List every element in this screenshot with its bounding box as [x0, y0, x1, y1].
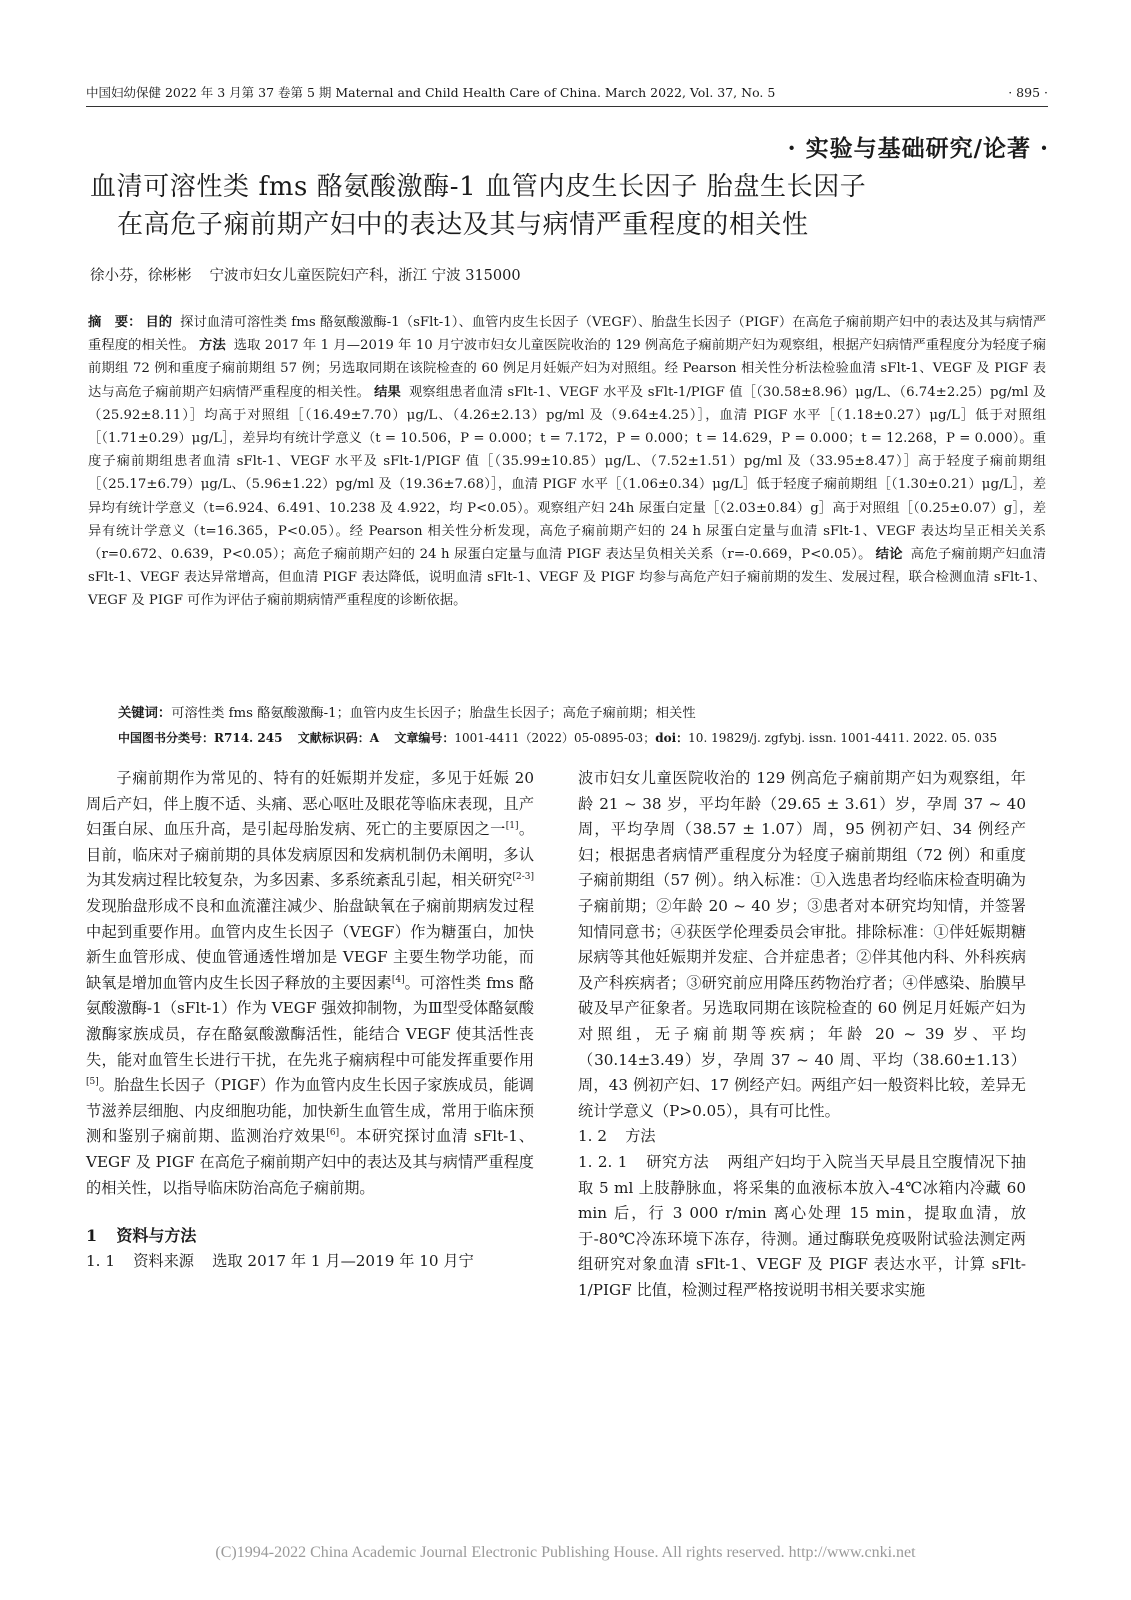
section-1-1-continued: 波市妇女儿童医院收治的 129 例高危子痫前期产妇为观察组，年龄 21 ~ 38 岁，平均年龄（29.65 ± 3.61）岁，孕周 37 ~ 40 周，平均孕周（38.57 ± 1.07）周，95 例初产妇、34 例经产妇；根据患者病情严重程度分为轻度子痫前期组（72 例）和重度子痫前期组（57 例）。纳入标准：①入选患者均经临床检查明确为子痫前期；②年龄 20 ~ 40 岁；③患者对本研究均知情，并签署知情同意书；④获医学伦理委员会审批。排除标准：①伴妊娠期糖尿病等其他妊娠期并发症、合并症患者；②伴其他内科、外科疾病及产科疾病者；③研究前应用降压药物治疗者；④伴感染、胎膜早破及早产征象者。另选取同期在该院检查的 60 例足月妊娠产妇为对照组，无子痫前期等疾病；年龄 20 ~ 39 岁、平均（30.14±3.49）岁，孕周 37 ~ 40 周、平均（38.60±1.13）周，43 例初产妇、17 例经产妇。两组产妇一般资料比较，差异无统计学意义（P>0.05），具有可比性。	[578, 769, 1026, 1120]
author-line	[90, 264, 521, 285]
article-title-line-1: 血清可溶性类 fms 酪氨酸激酶-1 血管内皮生长因子 胎盘生长因子	[90, 172, 867, 202]
subsubsection-number: 1. 2. 1	[578, 1152, 628, 1171]
article-title-line-2: 在高危子痫前期产妇中的表达及其与病情严重程度的相关性	[117, 210, 809, 240]
methods-heading: 方法	[198, 338, 226, 354]
ref-1: [1]	[505, 821, 519, 832]
doi-label: doi：	[655, 731, 689, 745]
ref-4: [4]	[391, 974, 405, 985]
intro-text: 子痫前期作为常见的、特有的妊娠期并发症，多见于妊娠 20 周后产妇，伴上腹不适、头痛、恶心呕吐及眼花等临床表现，且产妇蛋白尿、血压升高，是引起母胎发病、死亡的主要原因之一	[86, 769, 534, 839]
section-1-2-heading	[578, 1124, 1026, 1150]
subsection-text: 选取 2017 年 1 月—2019 年 10 月宁	[212, 1252, 474, 1271]
section-1-heading	[86, 1223, 534, 1249]
objective-heading: 目的	[145, 315, 173, 330]
results-heading: 结果	[374, 384, 401, 400]
intro-text: 发现胎盘形成不良和血流灌注减少、胎盘缺氧在子痫前期病发过程中起到重要作用。血管内皮生长因子（VEGF）作为糖蛋白，加快新生血管形成、使血管通透性增加是 VEGF 主要生物学功能，而缺氧是增加血管内皮生长因子释放的主要因素	[86, 896, 534, 992]
article-number-value: 1001-4411（2022）05-0895-03；	[454, 731, 656, 745]
abstract-label: 摘 要：	[88, 315, 142, 330]
intro-paragraph	[86, 766, 534, 1201]
subsection-title: 方法	[625, 1127, 656, 1146]
section-label: · 实验与基础研究/论著 ·	[787, 135, 1049, 162]
keywords-text: 可溶性类 fms 酪氨酸激酶-1；血管内皮生长因子；胎盘生长因子；高危子痫前期；相关性	[171, 706, 696, 721]
running-header	[86, 84, 1048, 107]
section-1-1-paragraph	[86, 1249, 534, 1275]
section-title: 资料与方法	[116, 1226, 197, 1246]
copyright-footer: (C)1994-2022 China Academic Journal Electronic Publishing House. All rights reserved. http://www.cnki.net	[215, 1544, 916, 1561]
section-number: 1	[86, 1226, 98, 1246]
ref-2-3: [2-3]	[512, 872, 534, 883]
conclusion-heading: 结论	[875, 547, 903, 563]
methods-text: 选取 2017 年 1 月—2019 年 10 月宁波市妇女儿童医院收治的 129 例高危子痫前期产妇为观察组，根据产妇病情严重程度分为轻度子痫前期组 72 例和重度子痫前期组 57 例；另选取同期在该院检查的 60 例足月妊娠产妇为对照组。经 Pearson 相关性分析法检验血清 sFlt-1、VEGF 及 PIGF 表达与高危子痫前期产妇病情严重程度的相关性。	[88, 338, 1047, 400]
objective-text: 探讨血清可溶性类 fms 酪氨酸激酶-1（sFlt-1）、血管内皮生长因子（VEGF）、胎盘生长因子（PIGF）在高危子痫前期产妇中的表达及其与病情严重程度的相关性。	[88, 315, 1047, 354]
section-1-2-1-paragraph	[578, 1150, 1026, 1304]
author-affiliation: 宁波市妇女儿童医院妇产科，浙江 宁波 315000	[209, 268, 521, 284]
conclusion-text: 高危子痫前期产妇血清sFlt-1、VEGF 表达异常增高，但血清 PIGF 表达降低，说明血清 sFlt-1、VEGF 及 PIGF 均参与高危产妇子痫前期的发生、发展过程，联合检测血清 sFlt-1、VEGF 及 PIGF 可作为评估子痫前期病情严重程度的诊断依据。	[88, 547, 1047, 609]
keywords	[118, 703, 1048, 725]
classification-line	[118, 729, 1048, 747]
doc-code-value: A	[369, 731, 380, 745]
abstract	[88, 311, 1046, 613]
subsection-title: 资料来源	[133, 1252, 194, 1271]
page-number: · 895 ·	[1008, 85, 1048, 100]
author-names: 徐小芬，徐彬彬	[90, 268, 192, 284]
clc-label: 中国图书分类号：	[118, 731, 215, 745]
doi-value: 10. 19829/j. zgfybj. issn. 1001-4411. 2022. 05. 035	[688, 731, 998, 745]
journal-citation: 中国妇幼保健 2022 年 3 月第 37 卷第 5 期 Maternal and Child Health Care of China. March 2022, Vol. 37, No. 5	[86, 85, 776, 100]
article-number-label: 文章编号：	[394, 731, 455, 745]
doc-code-label: 文献标识码：	[297, 731, 370, 745]
subsubsection-title: 研究方法	[645, 1152, 710, 1171]
ref-5: [5]	[86, 1077, 99, 1088]
ref-6: [6]	[326, 1128, 340, 1139]
keywords-label: 关键词：	[118, 706, 172, 721]
body-column-right	[578, 766, 1026, 1303]
subsection-number: 1. 1	[86, 1252, 115, 1271]
body-column-left	[86, 766, 534, 1275]
intro-text: 。可溶性类 fms 酪氨酸激酶-1（sFlt-1）作为 VEGF 强效抑制物，为Ⅲ型受体酪氨酸激酶家族成员，存在酪氨酸激酶活性，能结合 VEGF 使其活性丧失，能对血管生长进行干扰，在先兆子痫病程中可能发挥重要作用	[86, 973, 535, 1069]
subsubsection-text: 两组产妇均于入院当天早晨且空腹情况下抽取 5 ml 上肢静脉血，将采集的血液标本放入-4℃冰箱内冷藏 60 min 后，行 3 000 r/min 离心处理 15 min，提取血清，放于-80℃冷冻环境下冻存，待测。通过酶联免疫吸附试验法测定两组研究对象血清 sFlt-1、VEGF 及 PIGF 表达水平，计算 sFlt-1/PIGF 比值，检测过程严格按说明书相关要求实施	[578, 1152, 1026, 1299]
clc-value: R714. 245	[214, 731, 283, 745]
intro-text: 。胎盘生长因子（PIGF）作为血管内皮生长因子家族成员，能调节滋养层细胞、内皮细胞功能，加快新生血管生成，常用于临床预测和鉴别子痫前期、监测治疗效果	[86, 1076, 534, 1146]
intro-text: 。目前，临床对子痫前期的具体发病原因和发病机制仍未阐明，多认为其发病过程比较复杂，为多因素、多系统紊乱引起，相关研究	[86, 820, 535, 890]
subsection-number: 1. 2	[578, 1127, 607, 1146]
results-text: 观察组患者血清 sFlt-1、VEGF 水平及 sFlt-1/PIGF 值［（30.58±8.96）μg/L、（6.74±2.25）pg/ml 及（25.92±8.11）］均高于对照组［（16.49±7.70）μg/L、（4.26±2.13）pg/ml 及（9.64±4.25）］，血清 PIGF 水平［（1.18±0.27）μg/L］低于对照组［（1.71±0.29）μg/L］，差异均有统计学意义（t = 10.506，P = 0.000；t = 7.172，P = 0.000；t = 14.629，P = 0.000；t = 12.268，P = 0.000）。重度子痫前期组患者血清 sFlt-1、VEGF 水平及 sFlt-1/PIGF 值［（35.99±10.85）μg/L、（7.52±1.51）pg/ml 及（33.95±8.47）］高于轻度子痫前期组［（25.17±6.79）μg/L、（5.96±1.22）pg/ml 及（19.36±7.68）］，血清 PIGF 水平［（1.06±0.34）μg/L］低于轻度子痫前期组［（1.30±0.21）μg/L］，差异均有统计学意义（t=6.924、6.491、10.238 及 4.922，均 P<0.05）。观察组产妇 24h 尿蛋白定量［（2.03±0.84）g］高于对照组［（0.25±0.07）g］，差异有统计学意义（t=16.365，P<0.05）。经 Pearson 相关性分析发现，高危子痫前期产妇的 24 h 尿蛋白定量与血清 sFlt-1、VEGF 表达均呈正相关关系（r=0.672、0.639，P<0.05）；高危子痫前期产妇的 24 h 尿蛋白定量与血清 PIGF 表达呈负相关关系（r=-0.669，P<0.05）。	[88, 384, 1047, 563]
intro-text: 。本研究探讨血清 sFlt-1、VEGF 及 PIGF 在高危子痫前期产妇中的表达及其与病情严重程度的相关性，以指导临床防治高危子痫前期。	[86, 1127, 534, 1197]
